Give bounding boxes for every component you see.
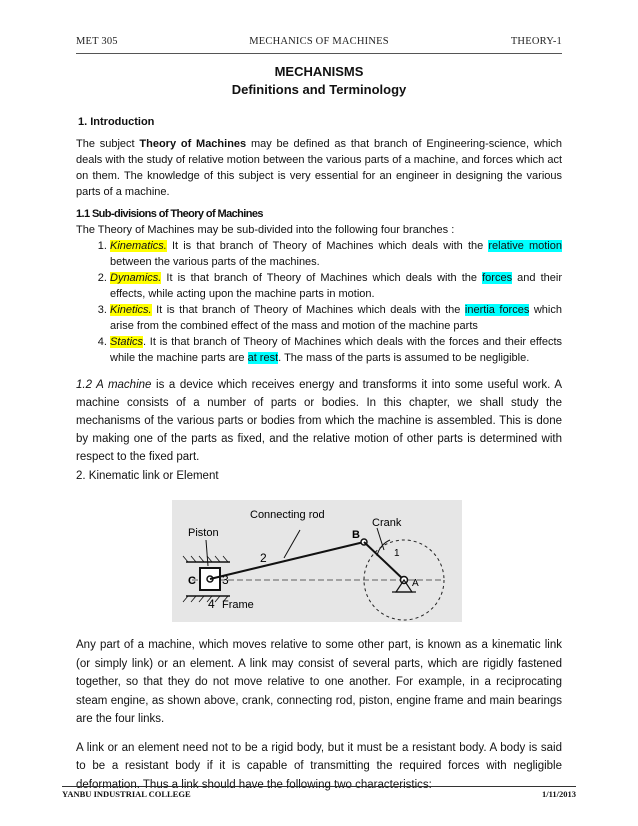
branch-text-post: between the various parts of the machines.: [110, 256, 320, 268]
footer-divider: [62, 786, 576, 787]
list-item: [110, 302, 562, 334]
intro-text-post: may be defined as that branch of Engineering-science, which deals with the study of relative motion between the various parts of a machine, and forces which act on them. The knowledge of this subject is very essential for an engineer in designing the various parts of a machine.: [76, 138, 562, 198]
branch-text: . It is that branch of Theory of Machines which deals with the forces and their effects while the machine parts are: [110, 336, 562, 364]
header-section: THEORY-1: [510, 36, 562, 47]
list-item: [110, 270, 562, 302]
branch-text: It is that branch of Theory of Machines which deals with the: [166, 240, 489, 252]
intro-term: Theory of Machines: [139, 138, 247, 150]
list-item: [110, 238, 562, 270]
branch-highlight: relative motion: [488, 240, 562, 252]
branch-text: It is that branch of Theory of Machines which deals with the: [161, 272, 483, 284]
branch-highlight: forces: [482, 272, 513, 284]
page-header: [76, 36, 562, 52]
label-link-1: 1: [394, 548, 400, 559]
slider-crank-figure: [172, 500, 462, 622]
kinematic-heading: 2. Kinematic link or Element: [76, 470, 219, 482]
resistant-body-paragraph: A link or an element need not to be a rigid body, but it must be a resistant body. A body is said to be a resistant body if it is capable of transmitting the required forces with negligible deformation. Thus a link should have the following two characteristics:: [76, 741, 562, 791]
label-a: A: [412, 578, 419, 589]
branch-term: Dynamics.: [110, 272, 162, 284]
intro-section: [76, 114, 562, 200]
branch-list: [76, 238, 562, 366]
label-b: B: [352, 529, 360, 541]
machine-section: [76, 376, 562, 466]
link-definition-section: [76, 636, 562, 794]
branch-term: Kinetics.: [110, 304, 152, 316]
subdivisions-lead: The Theory of Machines may be sub-divided into the following four branches :: [76, 224, 455, 236]
footer-date: 1/11/2013: [541, 789, 576, 799]
page-title: MECHANISMS: [274, 64, 364, 79]
branch-term: Kinematics.: [110, 240, 167, 252]
subdivisions-section: [76, 206, 562, 366]
branch-text-post: . The mass of the parts is assumed to be negligible.: [278, 352, 530, 364]
label-frame: Frame: [222, 599, 254, 611]
branch-text-post: which arise from the combined effect of the mass and motion of the machine parts: [110, 304, 562, 332]
page-subtitle: Definitions and Terminology: [231, 82, 407, 97]
link-paragraph: Any part of a machine, which moves relative to some other part, is known as a kinematic link (or simply link) or an element. A link may consist of several parts, which are rigidly fastened together, so that they do not move relative to one another. For example, in a reciprocating steam engine, as shown above, crank, connecting rod, piston, engine frame and main bearings are the four links.: [76, 639, 562, 725]
machine-paragraph: [76, 376, 562, 466]
machine-text: is a device which receives energy and transforms it into some useful work. A machine consists of a number of parts or bodies. In this chapter, we shall study the mechanisms of the various parts or bodies from which the machine is assembled. This is done by making one of the parts as fixed, and the relative motion of other parts is determined with respect to the fixed part.: [76, 379, 562, 463]
header-divider: [76, 53, 562, 54]
label-c: C: [188, 575, 196, 587]
label-piston: Piston: [188, 527, 219, 539]
list-item: [110, 334, 562, 366]
intro-paragraph: [76, 136, 562, 200]
header-course-code: MET 305: [76, 36, 118, 47]
branch-highlight: at rest: [247, 352, 279, 364]
label-connecting-rod: Connecting rod: [250, 509, 325, 521]
label-crank: Crank: [372, 517, 402, 529]
footer-college: YANBU INDUSTRIAL COLLEGE: [62, 789, 191, 799]
label-link-4: 4: [208, 597, 215, 611]
label-link-2: 2: [260, 551, 267, 565]
intro-heading: 1. Introduction: [78, 116, 155, 128]
branch-highlight: inertia forces: [464, 304, 530, 316]
machine-term: 1.2 A machine: [76, 379, 152, 391]
branch-term: Statics: [110, 336, 144, 348]
header-course-title: MECHANICS OF MACHINES: [249, 36, 389, 47]
intro-text-pre: The subject: [76, 138, 140, 150]
label-link-3: 3: [222, 573, 229, 587]
branch-text: It is that branch of Theory of Machines which deals with the: [151, 304, 465, 316]
subdivisions-heading: 1.1 Sub-divisions of Theory of Machines: [76, 208, 263, 220]
branch-text-post: and their effects, while acting upon the machine parts in motion.: [110, 272, 562, 300]
